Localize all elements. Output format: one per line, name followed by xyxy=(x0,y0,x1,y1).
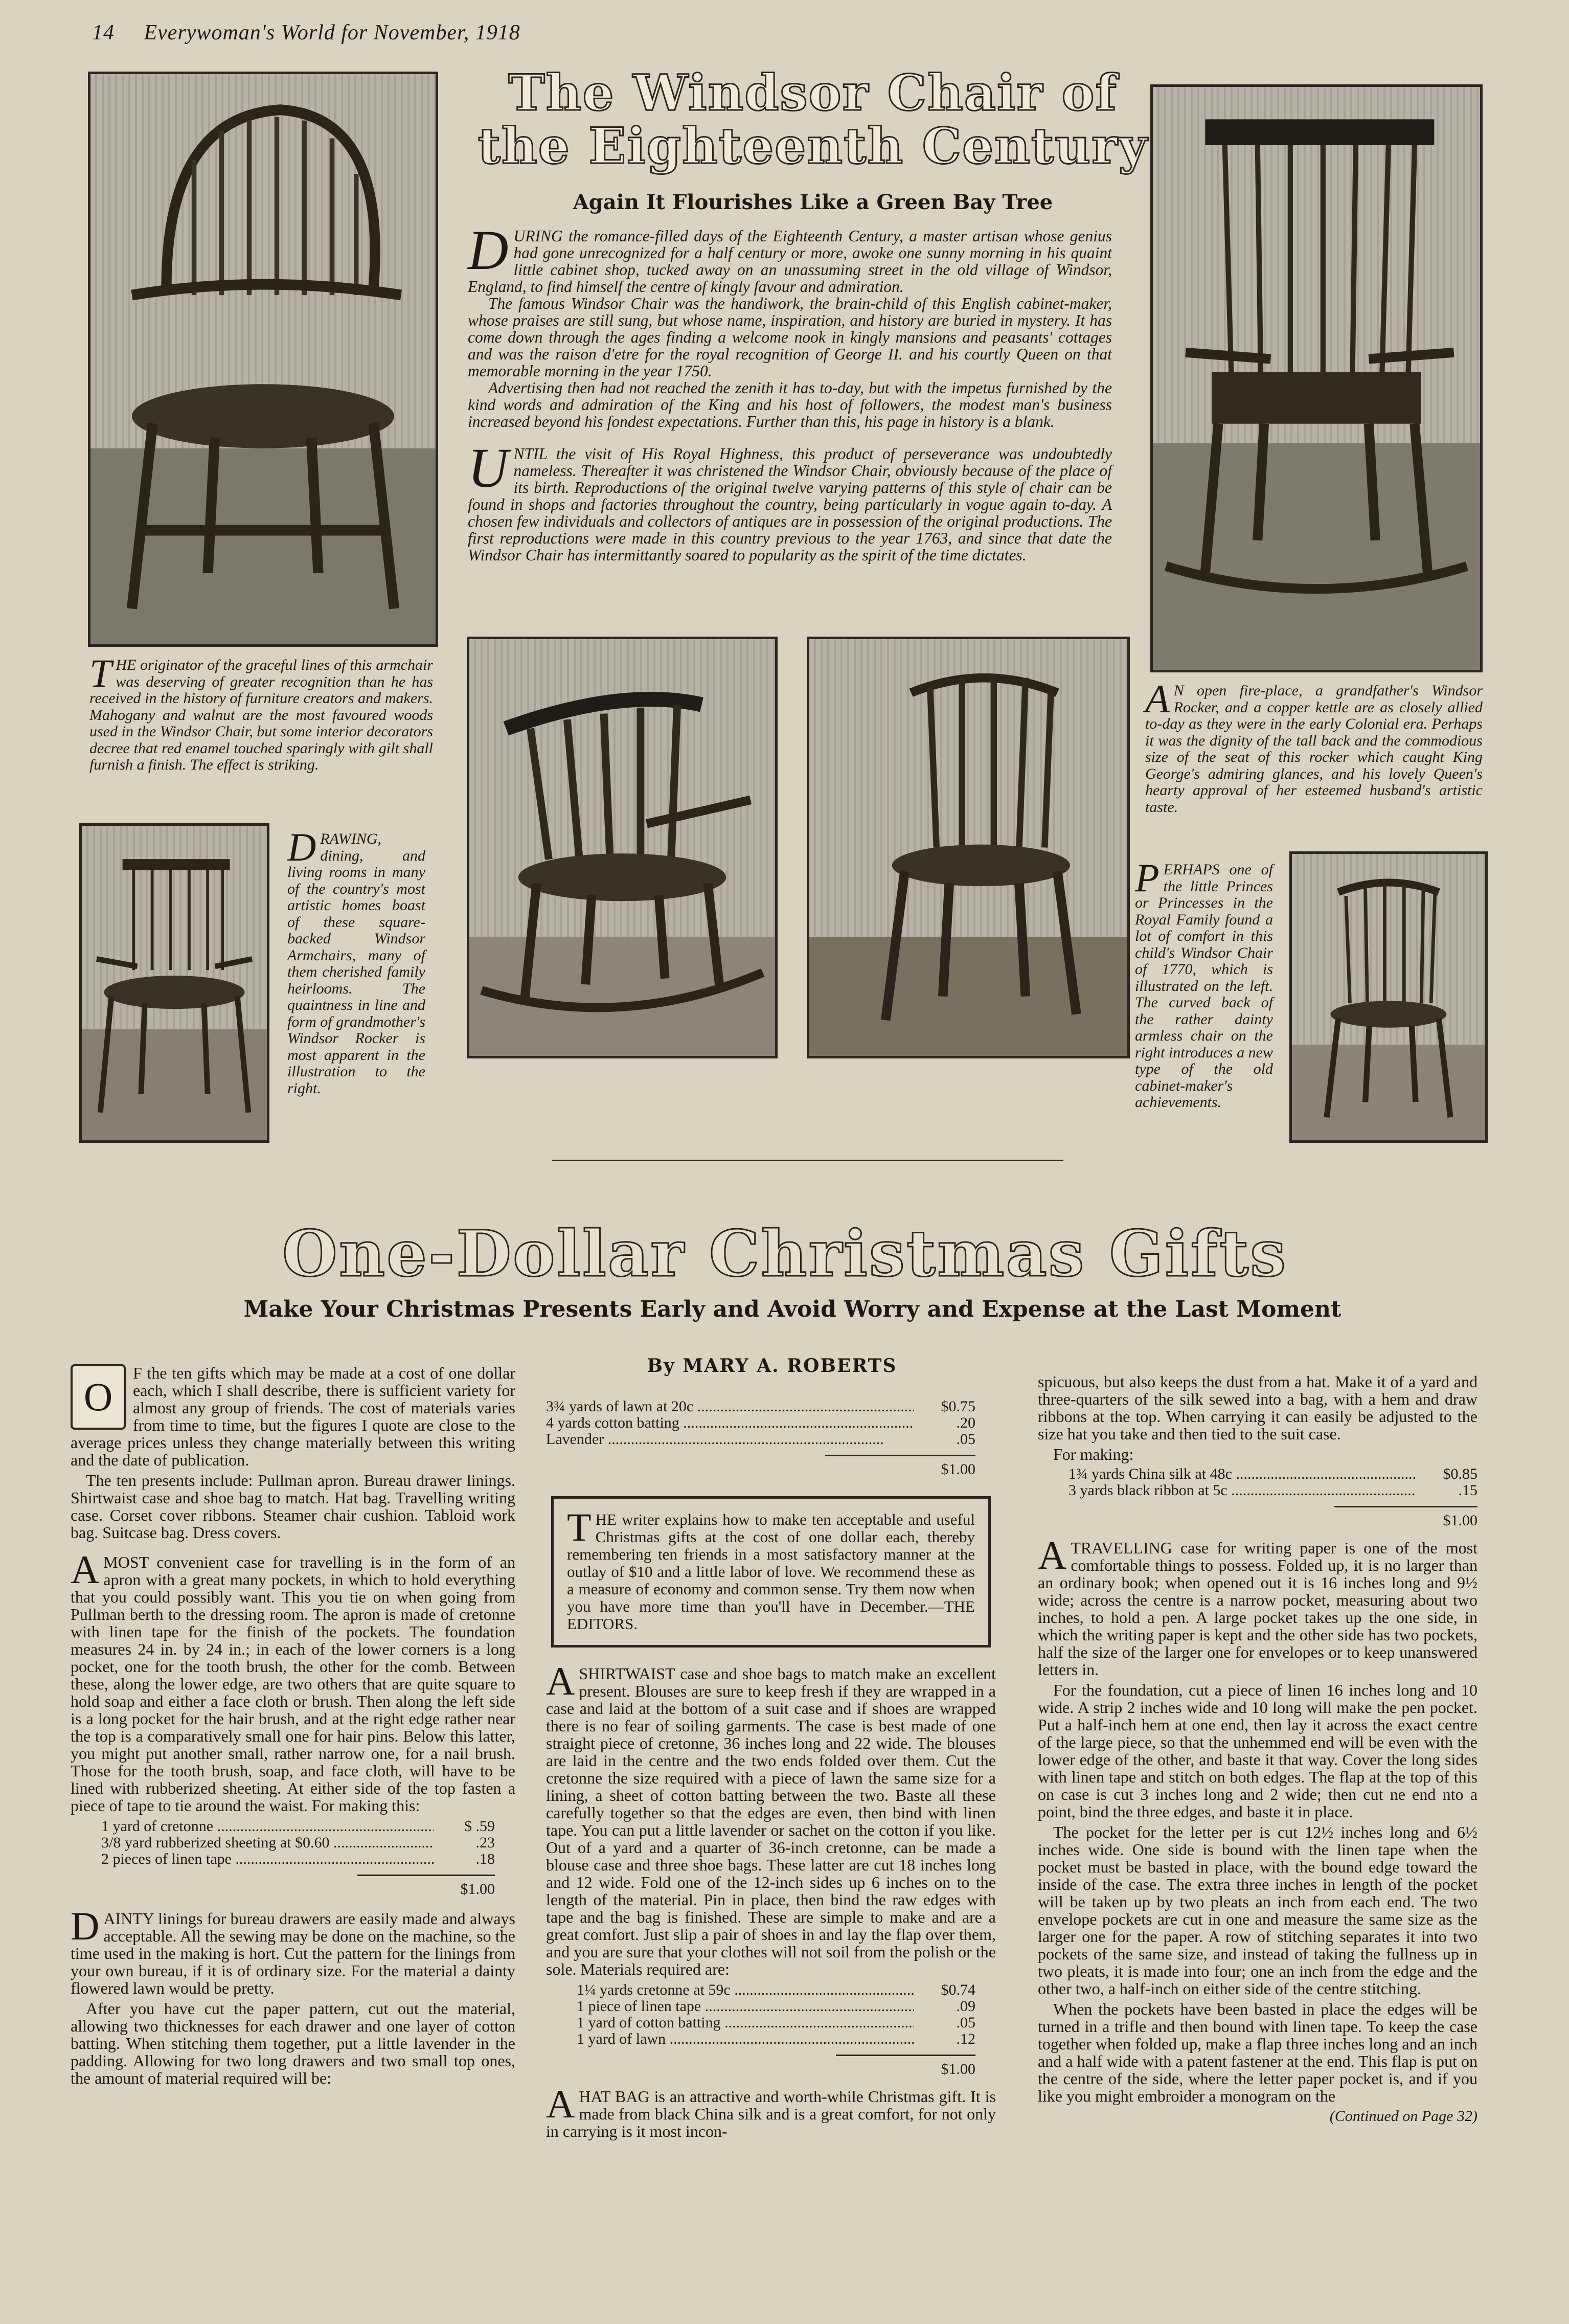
lining-item xyxy=(546,1431,975,1448)
intro-paragraph-3: Advertising then had not reached the zenith it has to-day, but with the impetus furnished by the kind words and admiration of the King and his host of followers, the modest man's business increased beyond his fondest expectations. Further than this, his page in history is a blank. xyxy=(468,379,1112,431)
apron-materials xyxy=(101,1818,495,1898)
intro-text-1: URING the romance-filled days of the Eighteenth Century, a master artisan whose genius had gone unrecognized for a half century or more, awoke one sunny morning in his quaint little cabinet shop, tucked away on an unassuming street in the old village of Windsor, England, to find himself the centre of kingly favour and admiration. xyxy=(468,227,1112,296)
rocker-illustration xyxy=(469,639,775,1056)
lining-item-label: 4 yards cotton batting ..... xyxy=(546,1415,914,1431)
caption-perhaps-body: ERHAPS one of the little Princes or Princesses in the Royal Family found a lot of comfort in this child's Windsor Chair of 1770, which is illustrated on the left. The curved back of the rather dainty armless chair on the right introduces a new type of the old cabinet-maker's achievements. xyxy=(1135,861,1273,1111)
apron-item-price: $ .59 xyxy=(464,1818,495,1835)
editors-note xyxy=(551,1496,991,1648)
until-drop-cap: U xyxy=(468,437,509,499)
windsor-title-line2: the Eighteenth Century xyxy=(477,117,1148,175)
col2-cap-2: A xyxy=(546,2082,575,2126)
col3-cap-2: A xyxy=(1038,1533,1067,1577)
continued-note: (Continued on Page 32) xyxy=(1329,2108,1477,2125)
hat-item-label: 3 yards black ribbon at 5c ..... xyxy=(1068,1482,1416,1499)
tall-rocker-illustration xyxy=(1153,87,1480,670)
col1-paragraph-4 xyxy=(71,1904,515,1997)
square-armchair-illustration xyxy=(82,826,267,1140)
page-number: 14 xyxy=(92,21,115,44)
col3-paragraph-5: When the pockets have been basted in place the edges will be turned in a trifle and then bound with linen tape. To keep the case together when folded up, make a flap three inches long and an inch and a half wide with a patent fastener at the end. This flap is put on the centre of the side, where the letter paper pocket is, and if you like you might embroider a monogram on the xyxy=(1038,2000,1477,2105)
photo-armless-chair xyxy=(1289,851,1488,1143)
col3-text-2: TRAVELLING case for writing paper is one of the most comfortable things to possess. Folded up, it is no larger than an ordinary book; when opened out it is 16 inches long and 9½ wide; across the centre is a narrow pocket, measuring about two inches, to hold a pen. A large pocket takes up the one side, in which the writing paper is kept and the other side has two pockets, half the size of the larger one for envelopes or to keep unanswered letters in. xyxy=(1038,1539,1477,1679)
lining-item-price: .20 xyxy=(956,1414,975,1431)
apron-total: $1.00 xyxy=(357,1875,495,1898)
col2-paragraph-2 xyxy=(546,2082,996,2140)
col1-paragraph-1 xyxy=(71,1364,515,1469)
col3-paragraph-2 xyxy=(1038,1533,1477,1679)
shirtwaist-total: $1.00 xyxy=(836,2055,975,2078)
shirtwaist-item xyxy=(577,2015,975,2031)
lining-item-label: Lavender ..... xyxy=(546,1431,914,1448)
ornamental-drop-cap: O xyxy=(71,1364,126,1430)
caption-drawing-body: RAWING, dining, and living rooms in many of the country's most artistic homes boast of these square-backed Windsor Armchairs, many of them cherished family heirlooms. The quaintness in line and form of grandmother's Windsor Rocker is most apparent in the illustration to the right. xyxy=(287,830,425,1097)
apron-item-label: 1 yard of cretonne ..... xyxy=(101,1818,434,1835)
col1-text-3: MOST convenient case for travelling is in the form of an apron with a great many pockets, in which to hold everything that you could possibly want. This you tie on when going from Pullman berth to the dressing room. The apron is made of cretonne with linen tape for the finish of the pockets. The foundation measures 24 in. by 24 in.; in each of the lower corners is a long pocket, one for the tooth brush, the other for the comb. Between these, along the lower edge, are two others that are quite square to hold soap and either a face cloth or brush. Then along the left side is a long pocket for the hair brush, and at the right edge rather near the top is a comparatively small one for hair pins. Below this latter, you might put another small, rather narrow one, for a nail brush. Those for the tooth brush, soap, and face cloth, will have to be lined with rubberized sheeting. At either side of the top fasten a piece of tape to tie around the waist. For making this: xyxy=(71,1553,515,1815)
hat-item xyxy=(1068,1466,1477,1482)
gifts-column-2 xyxy=(546,1398,996,2143)
photo-grandmother-rocker xyxy=(467,637,778,1058)
col1-paragraph-2: The ten presents include: Pullman apron. Bureau drawer linings. Shirtwaist case and shoe bag to match. Hat bag. Travelling writing case. Corset cover ribbons. Steamer chair cushion. Tabloid work bag. Suitcase bag. Dress covers. xyxy=(71,1471,515,1542)
hat-item-price: $0.85 xyxy=(1443,1465,1477,1482)
col1-cap-4: D xyxy=(71,1904,100,1948)
apron-item-label: 2 pieces of linen tape ..... xyxy=(101,1851,434,1867)
caption-fireplace-cap: A xyxy=(1145,676,1170,721)
intro-paragraph-1 xyxy=(468,219,1112,296)
shirtwaist-item-label: 1 piece of linen tape ..... xyxy=(577,1998,914,2015)
shirtwaist-item xyxy=(577,1982,975,1998)
hat-item-price: .15 xyxy=(1458,1482,1477,1499)
caption-fireplace-text xyxy=(1145,676,1483,816)
section-divider xyxy=(552,1160,1063,1161)
editors-note-text: HE writer explains how to make ten acceptable and useful Christmas gifts at the cost of one dollar each, thereby remembering ten friends in a most satisfactory manner at the outlay of $10 and a little labor of love. We recommend these as a measure of economy and common sense. Try them now when you have more time than you'll have in December.—THE EDITORS. xyxy=(567,1510,975,1633)
gifts-title: One-Dollar Christmas Gifts xyxy=(282,1217,1288,1291)
col3-paragraph-1: spicuous, but also keeps the dust from a hat. Make it of a yard and three-quarters of the silk sewed into a bag, with a hem and draw ribbons at the top. When carrying it can easily be adjusted to the size hat you take and then tied to the suit case. xyxy=(1038,1372,1477,1443)
windsor-subtitle: Again It Flourishes Like a Green Bay Tree xyxy=(573,190,1053,214)
photo-square-armchair xyxy=(79,823,269,1143)
photo-armchair xyxy=(88,72,438,647)
apron-item xyxy=(101,1851,495,1867)
intro-drop-cap: D xyxy=(468,219,509,281)
col3-for-making: For making: xyxy=(1053,1445,1134,1463)
col3-paragraph-4: The pocket for the letter per is cut 12½ inches long and 6½ inches wide. One side is bound with the linen tape when the pocket must be basted in place, with the bound edge toward the inside of the case. The extra three inches in length of the pocket will be taken up by two pleats an inch from each end. The two envelope pockets are cut in one and measure the same size as the larger one for the paper. A row of stitching separates it into two pockets of the same size, and instead of taking the fullness up in two pleats, it is made into four; one an inch from the edge and the other two, a half-inch on either side of the centre stitching. xyxy=(1038,1823,1477,1998)
shirtwaist-item xyxy=(577,2031,975,2047)
apron-item-label: 3/8 yard rubberized sheeting at $0.60 ..... xyxy=(101,1835,434,1851)
hat-total: $1.00 xyxy=(1334,1506,1477,1529)
caption-drawing-cap: D xyxy=(287,825,316,869)
magazine-title: Everywoman's World for November, 1918 xyxy=(144,21,520,44)
col1-text-4: AINTY linings for bureau drawers are easily made and always acceptable. All the sewing may be done on the machine, so the time used in the making is hort. Cut the pattern for the linings from your own bureau, if it is of ordinary size. For the material a dainty flowered lawn would be pretty. xyxy=(71,1909,515,1997)
col2-text-2: HAT BAG is an attractive and worth-while Christmas gift. It is made from black China silk and is a great comfort, for not only in carrying is it most incon- xyxy=(546,2087,996,2140)
col2-cap-1: A xyxy=(546,1659,575,1703)
col1-paragraph-3 xyxy=(71,1547,515,1815)
editors-note-cap: T xyxy=(567,1505,592,1549)
childs-chair-illustration xyxy=(809,639,1127,1056)
shirtwaist-item-label: 1¼ yards cretonne at 59c ..... xyxy=(577,1982,914,1998)
lining-item-price: .05 xyxy=(956,1431,975,1448)
armchair-illustration xyxy=(90,74,436,644)
col2-paragraph-1 xyxy=(546,1659,996,1978)
gifts-column-3 xyxy=(1038,1373,1477,2125)
shirtwaist-item-label: 1 yard of cotton batting ..... xyxy=(577,2015,914,2031)
windsor-title-line1: The Windsor Chair of xyxy=(508,64,1118,122)
caption-originator xyxy=(89,651,433,774)
shirtwaist-item-label: 1 yard of lawn ..... xyxy=(577,2031,914,2047)
intro-paragraph-2: The famous Windsor Chair was the handiwork, the brain-child of this English cabinet-maker, whose praises are still sung, but whose name, inspiration, and history are buried in mystery. It has come down through the ages finding a welcome nook in kingly mansions and peasants' cottages and was the raison d'etre for the royal recognition of George II. and his courtly Queen on that memorable morning in the year 1750. xyxy=(468,295,1112,380)
gifts-column-1 xyxy=(71,1364,515,2090)
caption-fireplace xyxy=(1145,676,1483,816)
caption-fireplace-body: N open fire-place, a grandfather's Windsor Rocker, and a copper kettle are as closely allied to-day as they were in the early Colonial era. Perhaps it was the dignity of the tall back and the commodious size of the seat of this rocker which caught King George's admiring glances, and his lovely Queen's hearty approval of her esteemed husband's artistic taste. xyxy=(1145,682,1483,816)
apron-item-price: .23 xyxy=(475,1834,495,1851)
hat-item-label: 1¾ yards China silk at 48c ..... xyxy=(1068,1466,1416,1482)
until-text: NTIL the visit of His Royal Highness, this product of perseverance was undoubtedly nameless. Thereafter it was christened the Windsor Chair, obviously because of the place of its birth. Reproductions of the original twelve varying patterns of this style of chair can be found in shops and factories throughout the country, being particularly in vogue again to-day. A chosen few individuals and collectors of antiques are in possession of the original productions. The first reproductions were made in this country previous to the year 1763, and since that date the Windsor Chair has intermittantly soared to popularity as the spirit of the time dictates. xyxy=(468,445,1112,564)
lining-item-label: 3¾ yards of lawn at 20c ..... xyxy=(546,1398,914,1415)
caption-drawing-text xyxy=(287,825,425,1097)
caption-originator-body: HE originator of the graceful lines of this armchair was deserving of greater recognition than he has received in the history of furniture creators and makers. Mahogany and walnut are the most favoured woods used in the Windsor Chair, but some interior decorators decree that red enamel touched sparingly with gilt shall furnish a finish. The effect is striking. xyxy=(89,657,433,773)
lining-item xyxy=(546,1415,975,1431)
caption-perhaps-text xyxy=(1135,855,1273,1111)
gifts-subtitle: Make Your Christmas Presents Early and Avoid Worry and Expense at the Last Moment xyxy=(243,1296,1341,1322)
col1-cap-3: A xyxy=(71,1547,100,1592)
shirtwaist-item-price: $0.74 xyxy=(941,1981,975,1998)
apron-item-price: .18 xyxy=(475,1851,495,1867)
col1-paragraph-5: After you have cut the paper pattern, cut out the material, allowing two thicknesses for each drawer and one layer of cotton batting. When stitching them together, put a little lavender in the padding. Allowing for two long drawers and two small top ones, the amount of material required will be: xyxy=(71,1999,515,2087)
shirtwaist-item-price: .09 xyxy=(956,1998,975,2015)
caption-originator-cap: T xyxy=(89,651,112,695)
gifts-byline: By MARY A. ROBERTS xyxy=(647,1355,897,1377)
shirtwaist-item xyxy=(577,1998,975,2015)
caption-perhaps-cap: P xyxy=(1135,855,1159,900)
hat-materials xyxy=(1068,1466,1477,1529)
windsor-intro xyxy=(468,219,1112,564)
col3-paragraph-3: For the foundation, cut a piece of linen 16 inches long and 10 wide. A strip 2 inches wide and 10 long will make the pen pocket. Put a half-inch hem at one end, then lay it across the exact centre of the large piece, so that the unhemmed end will be even with the lower edge of the other, and baste it that way. Cover the long sides with linen tape and stitch on both edges. The flap at the top of this on case is cut 3 inches long and 2 wide; then cut ne end nto a point, bind the three edges, and baste it in place. xyxy=(1038,1681,1477,1821)
caption-originator-text xyxy=(89,651,433,774)
shirtwaist-item-price: .12 xyxy=(956,2030,975,2047)
photo-tall-rocker xyxy=(1150,84,1483,672)
lining-item xyxy=(546,1398,975,1415)
lining-item-price: $0.75 xyxy=(941,1398,975,1415)
caption-drawing xyxy=(287,825,425,1097)
apron-item xyxy=(101,1835,495,1851)
photo-childs-chair xyxy=(807,637,1130,1058)
shirtwaist-item-price: .05 xyxy=(956,2014,975,2031)
windsor-title xyxy=(450,66,1176,173)
col1-text-1: F the ten gifts which may be made at a cost of one dollar each, which I shall describe, there is sufficient variety for almost any group of friends. The cost of materials varies from time to time, but the figures I quote are close to the average prices unless they change materially between this writing and the date of publication. xyxy=(71,1364,515,1469)
apron-item xyxy=(101,1818,495,1835)
hat-item xyxy=(1068,1482,1477,1499)
armless-chair-illustration xyxy=(1292,854,1485,1140)
running-header xyxy=(92,20,520,45)
shirtwaist-materials xyxy=(577,1982,975,2078)
col2-text-1: SHIRTWAIST case and shoe bags to match make an excellent present. Blouses are sure to keep fresh if they are wrapped in a case and laid at the bottom of a suit case and if shoes are wrapped there is no fear of soiling garments. The case is best made of one straight piece of cretonne, 36 inches long and 22 wide. The blouses are laid in the centre and the two ends folded over them. Cut the cretonne the size required with a piece of lawn the same size for a lining, a sheet of cotton batting between the two. Baste all these carefully together so that the edges are even, then bind with linen tape. You can put a little lavender or sachet on the cotton if you like. Out of a yard and a quarter of 36-inch cretonne, can be made a blouse case and three shoe bags. These latter are cut 18 inches long and 12 wide. Fold one of the 12-inch sides up 6 inches on to the length of the material. Pin in place, then bind the raw edges with tape and the bag is finished. These are simple to make and are a great comfort. Just slip a pair of shoes in and lay the flap over them, and you are sure that your clothes will not soil from the polish or the sole. Materials required are: xyxy=(546,1664,996,1978)
lining-total: $1.00 xyxy=(825,1455,975,1478)
lining-materials xyxy=(546,1398,975,1478)
until-paragraph xyxy=(468,437,1112,564)
caption-perhaps xyxy=(1135,855,1273,1111)
